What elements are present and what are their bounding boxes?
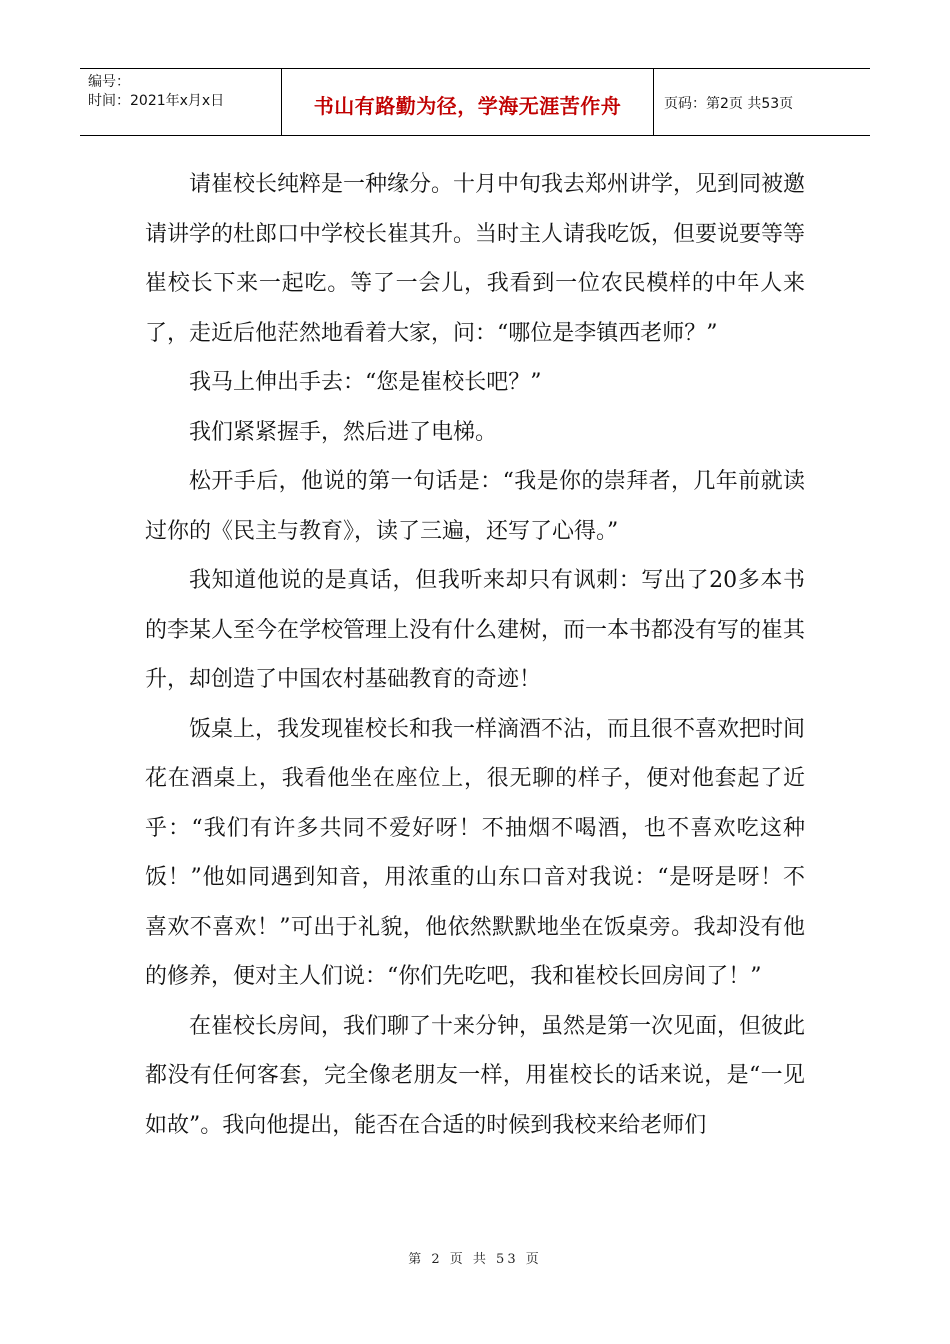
paragraph: 我知道他说的是真话，但我听来却只有讽刺：写出了20多本书的李某人至今在学校管理上没有什么建树，而一本书都没有写的崔其升，却创造了中国农村基础教育的奇迹！ <box>145 568 806 692</box>
paragraph: 我们紧紧握手，然后进了电梯。 <box>189 419 498 445</box>
paragraph: 松开手后，他说的第一句话是：“我是你的崇拜者，几年前就读过你的《民主与教育》，读了三遍，还写了心得。” <box>145 469 805 544</box>
paragraph: 在崔校长房间，我们聊了十来分钟，虽然是第一次见面，但彼此都没有任何客套，完全像老朋友一样，用崔校长的话来说，是“一见如故”。我向他提出，能否在合适的时候到我校来给老师们 <box>145 1013 806 1138</box>
paragraph: 饭桌上，我发现崔校长和我一样滴酒不沾，而且很不喜欢把时间花在酒桌上，我看他坐在座位上，很无聊的样子，便对他套起了近乎：“我们有许多共同不爱好呀！不抽烟不喝酒，也不喜欢吃这种饭！”他如同遇到知音，用浓重的山东口音对我说：“是呀是呀！不喜欢不喜欢！”可出于礼貌，他依然默默地坐在饭桌旁。我却没有他的修养，便对主人们说：“你们先吃吧，我和崔校长回房间了！” <box>145 716 806 989</box>
paragraph: 我马上伸出手去：“您是崔校长吧？” <box>189 370 542 395</box>
header-page-code: 页码：第2页 共53页 <box>664 96 794 112</box>
header-motto-cell <box>282 69 654 135</box>
page-header <box>80 68 870 136</box>
document-number-label: 编号： <box>88 74 130 90</box>
header-meta-cell <box>80 69 282 135</box>
header-motto: 书山有路勤为径，学海无涯苦作舟 <box>313 93 622 118</box>
paragraph: 请崔校长纯粹是一种缘分。十月中旬我去郑州讲学，见到同被邀请讲学的杜郎口中学校长崔其升。当时主人请我吃饭，但要说要等等崔校长下来一起吃。等了一会儿，我看到一位农民模样的中年人来了，走近后他茫然地看着大家，问：“哪位是李镇西老师？” <box>145 172 806 346</box>
page-footer: 第 2 页 共 53 页 <box>408 1252 542 1267</box>
document-date: 时间：2021年x月x日 <box>88 93 225 109</box>
header-page-cell <box>654 69 870 135</box>
document-body <box>145 160 805 1150</box>
